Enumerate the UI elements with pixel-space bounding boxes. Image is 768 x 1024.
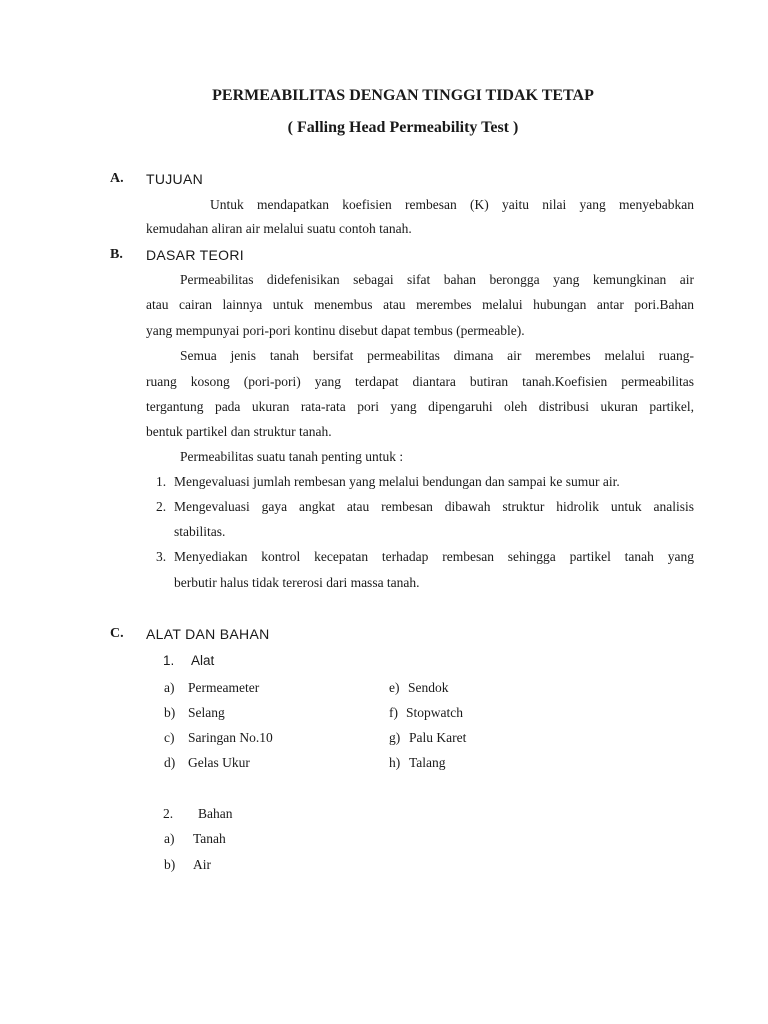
alat-item-f-text: Stopwatch <box>406 705 463 720</box>
section-b-p2-line-1: Semua jenis tanah bersifat permeabilitas dimana air merembes melalui ruang- <box>180 348 694 363</box>
document-title: PERMEABILITAS DENGAN TINGGI TIDAK TETAP <box>212 87 594 104</box>
list-item-2-number: 2. <box>156 499 167 514</box>
alat-item-e-letter: e) <box>389 680 400 695</box>
alat-item-b-text: Selang <box>188 705 225 720</box>
alat-item-d-text: Gelas Ukur <box>188 755 250 770</box>
section-b-p2-line-3: tergantung pada ukuran rata-rata pori yang dipengaruhi oleh distribusi ukuran partikel, <box>146 399 694 414</box>
section-b-p1-line-3: yang mempunyai pori-pori kontinu disebut dapat tembus (permeable). <box>146 323 525 338</box>
section-a-line-2: kemudahan aliran air melalui suatu contoh tanah. <box>146 221 412 236</box>
alat-number: 1. <box>163 653 175 668</box>
list-item-2-line-1: Mengevaluasi gaya angkat atau rembesan dibawah struktur hidrolik untuk analisis <box>174 499 694 514</box>
section-b-p2-line-2: ruang kosong (pori-pori) yang terdapat diantara butiran tanah.Koefisien permeabilitas <box>146 374 694 389</box>
alat-item-g-letter: g) <box>389 730 401 745</box>
alat-item-c-letter: c) <box>164 730 175 745</box>
alat-item-g-text: Palu Karet <box>409 730 467 745</box>
alat-item-h-text: Talang <box>409 755 446 770</box>
section-c-heading: ALAT DAN BAHAN <box>146 626 270 642</box>
alat-item-a-letter: a) <box>164 680 175 695</box>
section-c-letter: C. <box>110 626 124 641</box>
bahan-label: Bahan <box>198 806 233 821</box>
alat-item-f-letter: f) <box>389 705 398 720</box>
section-b-heading: DASAR TEORI <box>146 247 244 263</box>
alat-item-h-letter: h) <box>389 755 401 770</box>
bahan-item-b-letter: b) <box>164 857 176 872</box>
list-item-3-line-2: berbutir halus tidak tererosi dari massa tanah. <box>174 575 420 590</box>
list-item-1-line-1: Mengevaluasi jumlah rembesan yang melalui bendungan dan sampai ke sumur air. <box>174 474 620 489</box>
section-b-letter: B. <box>110 247 123 262</box>
section-a-heading: TUJUAN <box>146 171 204 187</box>
alat-item-c-text: Saringan No.10 <box>188 730 273 745</box>
list-item-3-number: 3. <box>156 549 167 564</box>
list-item-2-line-2: stabilitas. <box>174 524 226 539</box>
section-b-p1-line-1: Permeabilitas didefenisikan sebagai sifat bahan berongga yang kemungkinan air <box>180 272 694 287</box>
alat-item-a-text: Permeameter <box>188 680 260 695</box>
bahan-number: 2. <box>163 806 174 821</box>
alat-item-e-text: Sendok <box>408 680 449 695</box>
document-subtitle: ( Falling Head Permeability Test ) <box>287 119 519 136</box>
bahan-item-a-letter: a) <box>164 831 175 846</box>
alat-item-b-letter: b) <box>164 705 176 720</box>
bahan-item-b-text: Air <box>193 857 211 872</box>
list-item-1-number: 1. <box>156 474 167 489</box>
section-a-line-1: Untuk mendapatkan koefisien rembesan (K) yaitu nilai yang menyebabkan <box>210 197 694 212</box>
section-a-letter: A. <box>110 171 124 186</box>
section-b-p2-line-4: bentuk partikel dan struktur tanah. <box>146 424 332 439</box>
bahan-item-a-text: Tanah <box>193 831 226 846</box>
alat-label: Alat <box>191 653 215 668</box>
section-b-p1-line-2: atau cairan lainnya untuk menembus atau merembes melalui hubungan antar pori.Bahan <box>146 297 694 312</box>
list-item-3-line-1: Menyediakan kontrol kecepatan terhadap rembesan sehingga partikel tanah yang <box>174 549 694 564</box>
section-b-p3: Permeabilitas suatu tanah penting untuk : <box>180 449 404 464</box>
alat-item-d-letter: d) <box>164 755 176 770</box>
